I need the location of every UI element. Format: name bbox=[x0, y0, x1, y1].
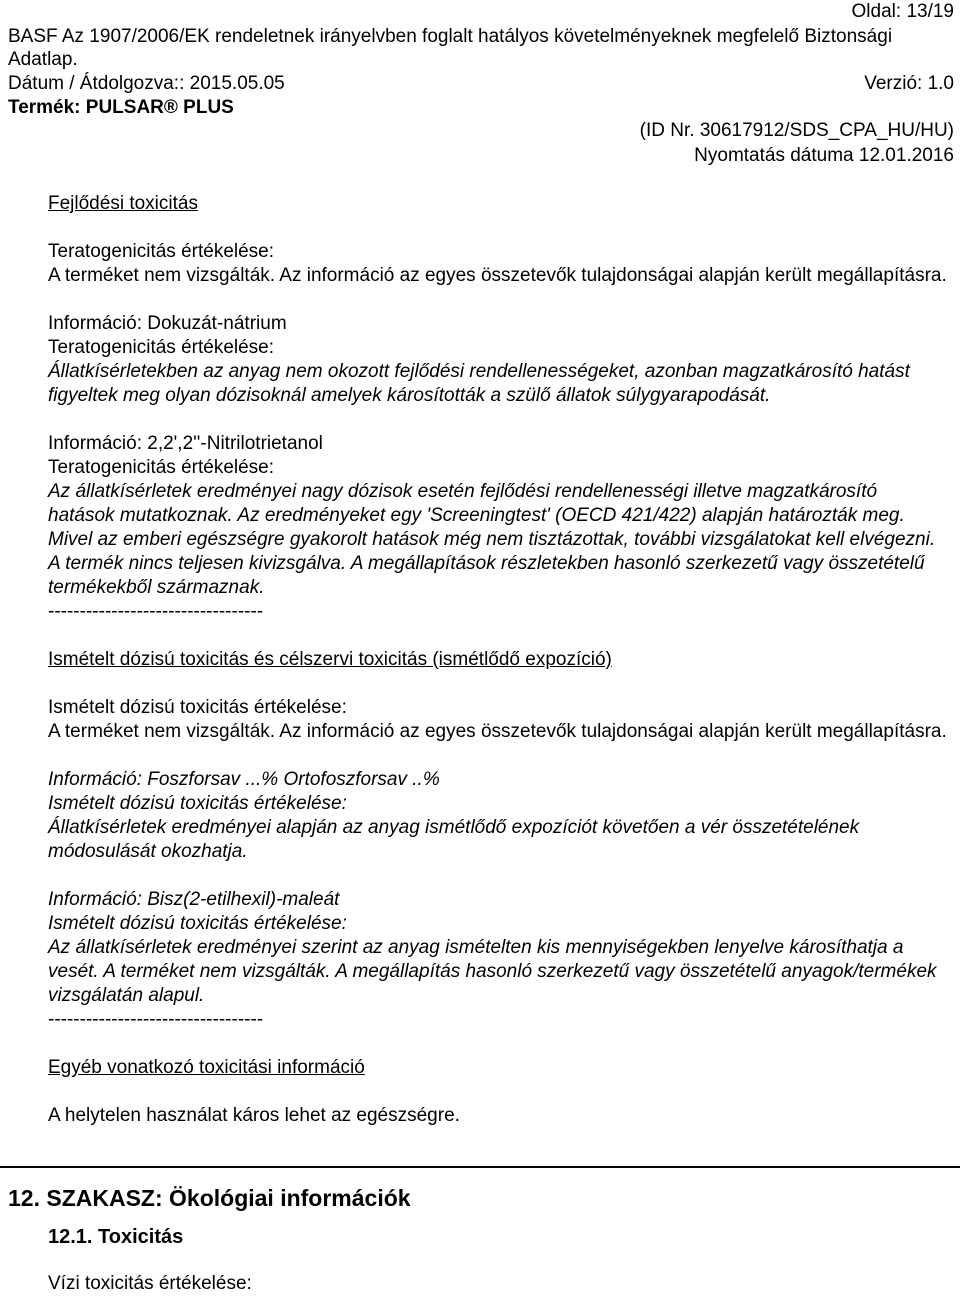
dev-tox-label-1: Teratogenicitás értékelése: bbox=[48, 337, 275, 358]
repeat-tox-info-1: Információ: Foszforsav ...% Ortofoszforsav ..% bbox=[48, 769, 440, 790]
section-divider bbox=[0, 1166, 960, 1168]
repeat-tox-label-1: Ismételt dózisú toxicitás értékelése: bbox=[48, 793, 347, 814]
dev-tox-label: Teratogenicitás értékelése: bbox=[48, 241, 275, 262]
repeat-tox-info-2: Információ: Bisz(2-etilhexil)-maleát bbox=[48, 889, 340, 910]
repeat-tox-separator: ---------------------------------- bbox=[48, 1009, 264, 1030]
dev-tox-heading: Fejlődési toxicitás bbox=[48, 193, 198, 214]
header-title-line-1: BASF Az 1907/2006/EK rendeletnek irányelvben foglalt hatályos követelményeknek megfelelő Biztonsági bbox=[8, 26, 893, 47]
dev-tox-text-2: Az állatkísérletek eredményei nagy dózisok esetén fejlődési rendellenességi illetve magzatkárosító hatások mutatkoznak. Az eredményeket egy 'Screeningtest' (OECD 421/422) alapján határozták meg. Mivel az emberi egészségre gyakorolt hatások még nem tisztázottak, további vizsgálatokat kell elvégezni. A termék nincs teljesen kivizsgálva. A megállapítások részletekben hasonló szerkezetű vagy összetételű termékekből származnak. bbox=[48, 481, 936, 598]
header-title-line-2: Adatlap. bbox=[8, 49, 78, 70]
header-id: (ID Nr. 30617912/SDS_CPA_HU/HU) bbox=[639, 120, 954, 141]
header-date: Dátum / Átdolgozva:: 2015.05.05 bbox=[8, 73, 285, 94]
dev-tox-separator: ---------------------------------- bbox=[48, 601, 264, 622]
header-version: Verzió: 1.0 bbox=[864, 73, 954, 94]
repeat-tox-text-2: Az állatkísérletek eredményei szerint az anyag ismételten kis mennyiségekben lenyelve károsíthatja a vesét. A terméket nem vizsgálták. A megállapítás hasonló szerkezetű vagy összetételű anyagok/termékek vizsgálatán alapul. bbox=[48, 937, 937, 1006]
repeat-tox-label: Ismételt dózisú toxicitás értékelése: bbox=[48, 697, 347, 718]
page-number: Oldal: 13/19 bbox=[851, 1, 954, 22]
dev-tox-text-1: Állatkísérletekben az anyag nem okozott fejlődési rendellenességeket, azonban magzatkárosító hatást figyeltek meg olyan dózisoknál amelyek károsították a szülő állatok súlygyarapodását. bbox=[48, 361, 910, 406]
section-12-heading: 12. SZAKASZ: Ökológiai információk bbox=[8, 1185, 411, 1211]
header-print-date: Nyomtatás dátuma 12.01.2016 bbox=[694, 145, 954, 166]
other-tox-text: A helytelen használat káros lehet az egészségre. bbox=[48, 1105, 460, 1126]
repeat-tox-label-2: Ismételt dózisú toxicitás értékelése: bbox=[48, 913, 347, 934]
repeat-tox-text: A terméket nem vizsgálták. Az információ az egyes összetevők tulajdonságai alapján került megállapításra. bbox=[48, 721, 947, 742]
subsection-12-1-heading: 12.1. Toxicitás bbox=[48, 1226, 184, 1248]
aquatic-tox-label: Vízi toxicitás értékelése: bbox=[48, 1273, 252, 1294]
dev-tox-label-2: Teratogenicitás értékelése: bbox=[48, 457, 275, 478]
repeat-tox-heading: Ismételt dózisú toxicitás és célszervi toxicitás (ismétlődő expozíció) bbox=[48, 649, 612, 670]
document-body bbox=[48, 192, 948, 1128]
dev-tox-text: A terméket nem vizsgálták. Az információ az egyes összetevők tulajdonságai alapján került megállapításra. bbox=[48, 265, 947, 286]
dev-tox-info-2: Információ: 2,2',2''-Nitrilotrietanol bbox=[48, 433, 323, 454]
header-product: Termék: PULSAR® PLUS bbox=[8, 97, 234, 118]
other-tox-heading: Egyéb vonatkozó toxicitási információ bbox=[48, 1057, 365, 1078]
repeat-tox-text-1: Állatkísérletek eredményei alapján az anyag ismétlődő expozíciót követően a vér összetételének módosulását okozhatja. bbox=[48, 817, 860, 862]
dev-tox-info-1: Információ: Dokuzát-nátrium bbox=[48, 313, 287, 334]
